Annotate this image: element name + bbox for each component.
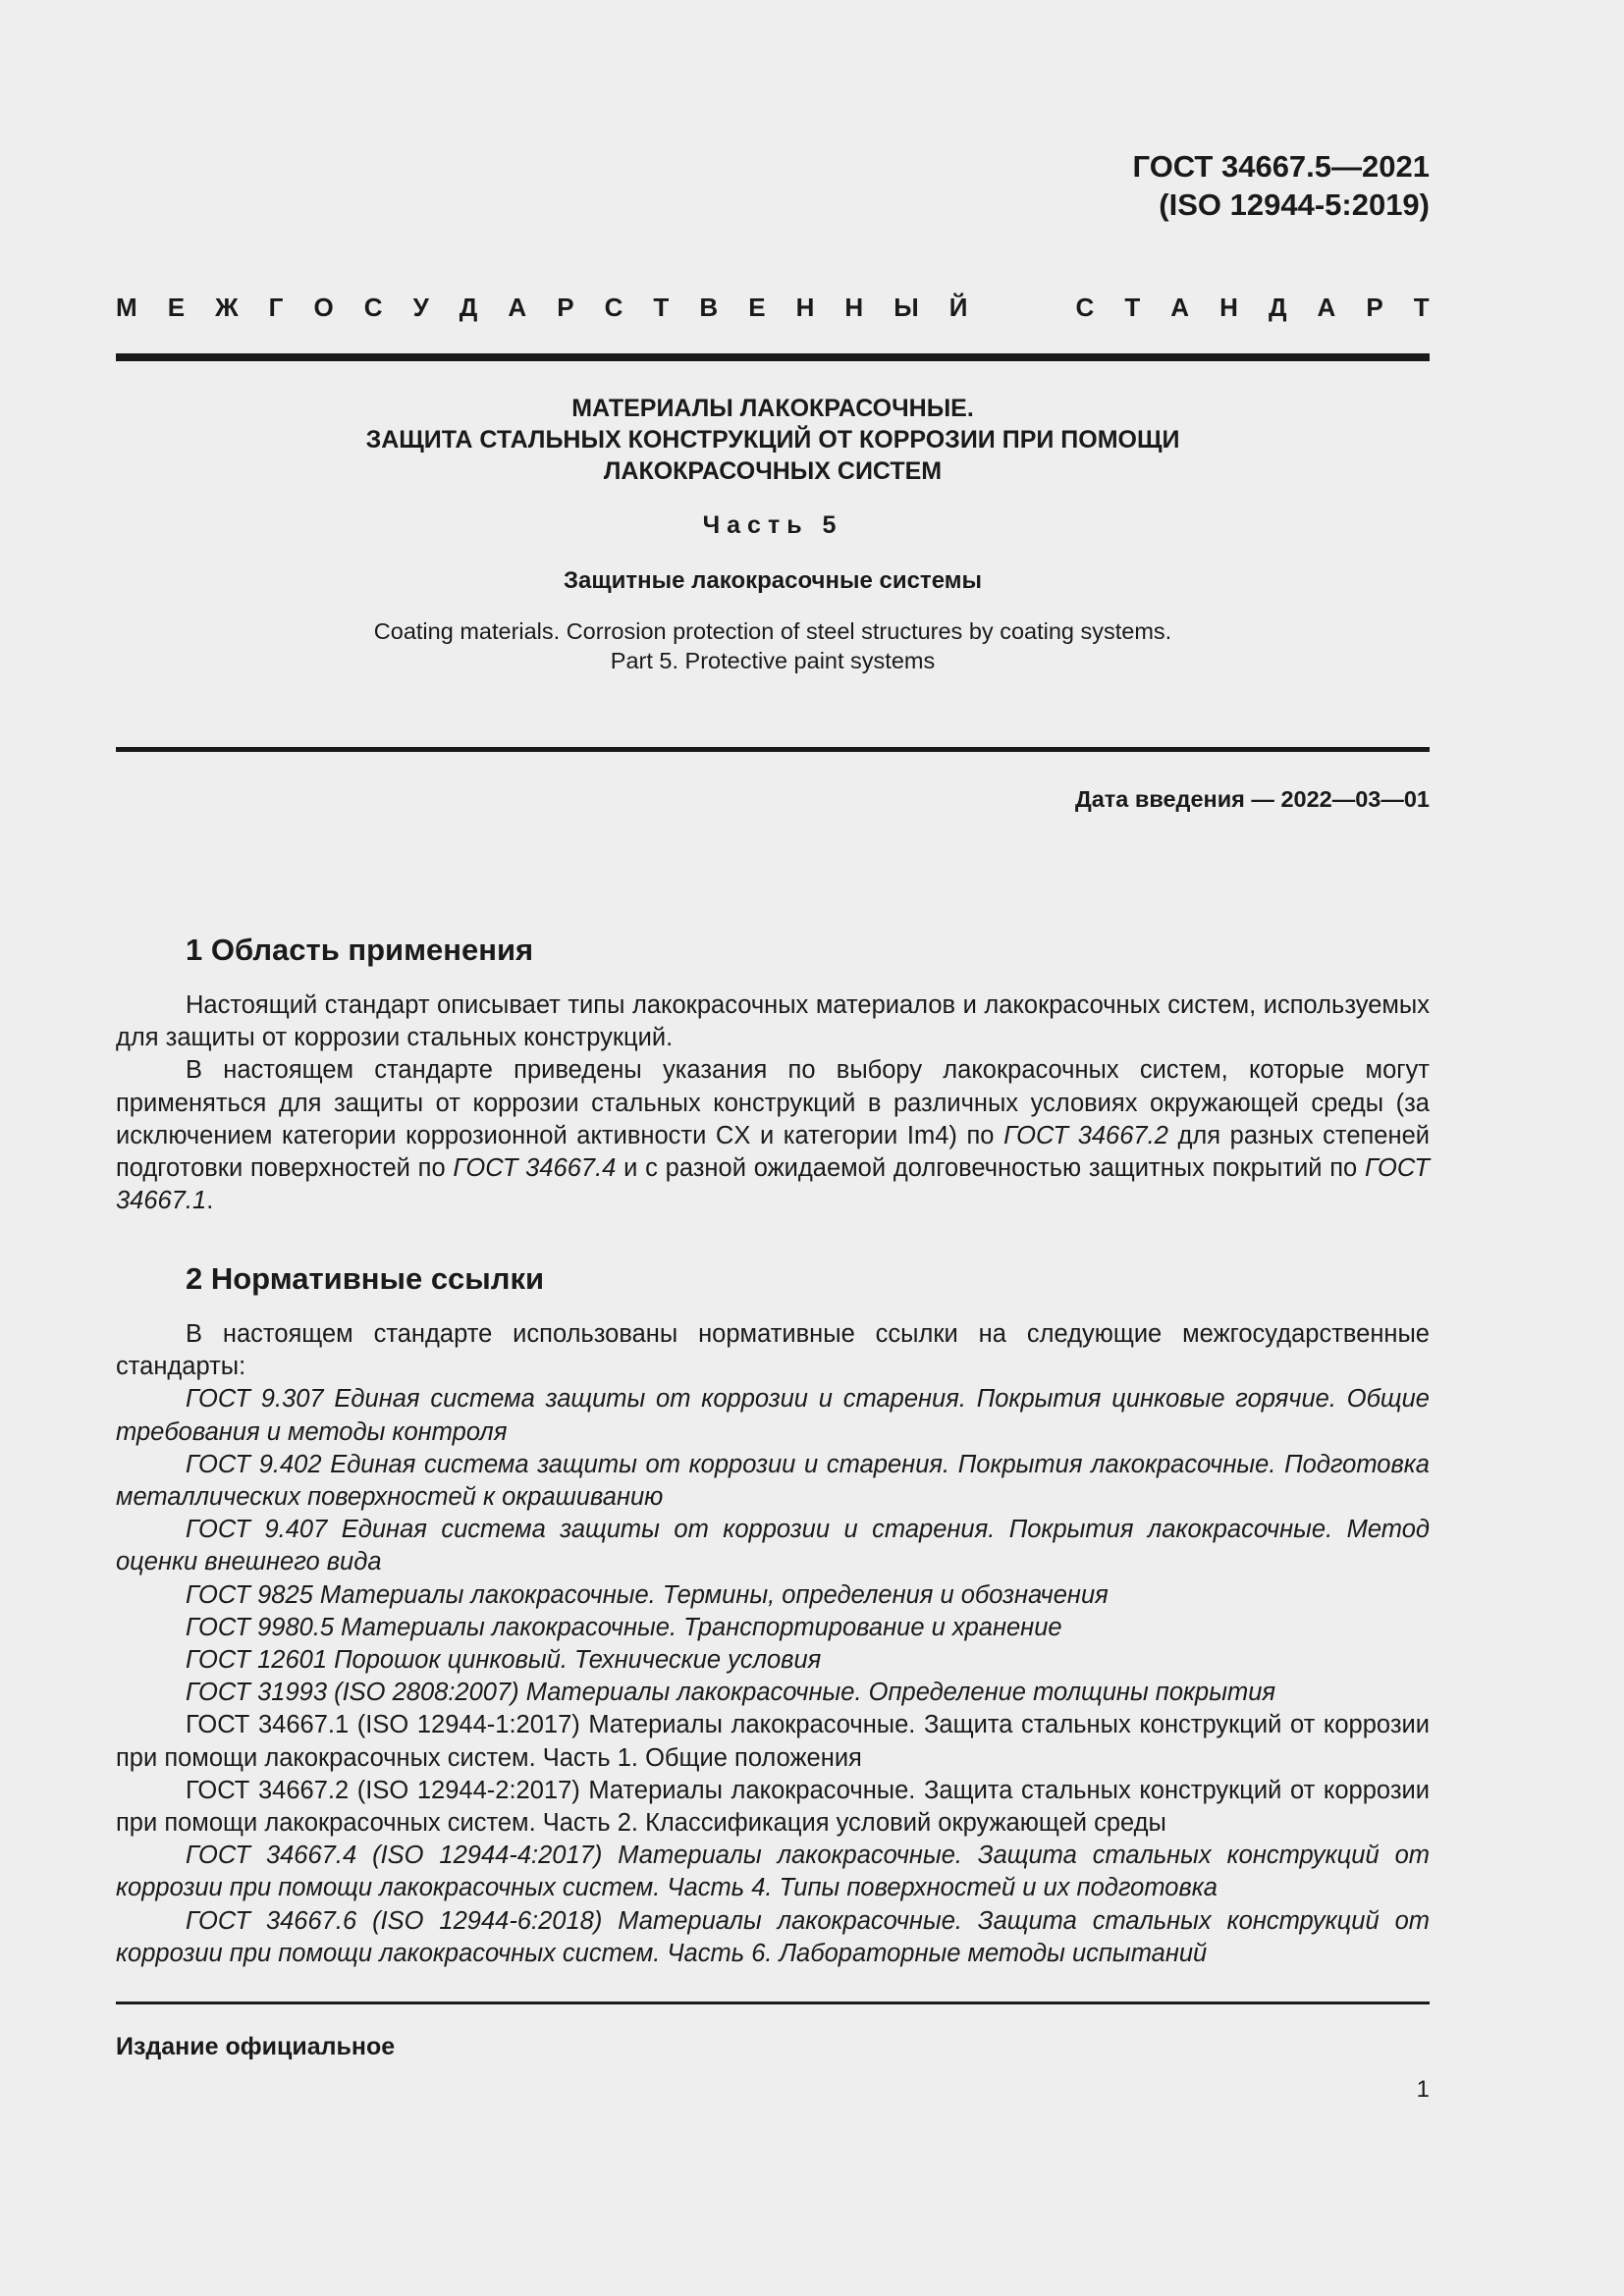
page-number: 1 — [1416, 2076, 1430, 2103]
banner-letter: А — [1170, 293, 1190, 322]
banner-letter: Г — [268, 293, 284, 322]
reference-item: ГОСТ 34667.6 (ISO 12944-6:2018) Материалы лакокрасочные. Защита стальных конструкций от коррозии при помощи лакокрасочных систем. Часть 6. Лабораторные методы испытаний — [116, 1906, 1430, 1967]
banner-letter: С — [363, 293, 383, 322]
reference-link: ГОСТ 34667.4 — [453, 1154, 617, 1183]
banner-letter: Р — [1366, 293, 1383, 322]
banner-letter: Т — [1124, 293, 1141, 322]
title-line-2: ЗАЩИТА СТАЛЬНЫХ КОНСТРУКЦИЙ ОТ КОРРОЗИИ ПРИ ПОМОЩИ — [365, 426, 1180, 454]
reference-item: ГОСТ 9980.5 Материалы лакокрасочные. Транспортирование и хранение — [186, 1613, 1062, 1641]
section-normative-references — [116, 1259, 1430, 1970]
footer-divider — [116, 2002, 1430, 2004]
document-page — [116, 0, 1430, 2296]
english-title — [116, 616, 1430, 675]
reference-item: ГОСТ 9.407 Единая система защиты от коррозии и старения. Покрытия лакокрасочные. Метод оценки внешнего вида — [116, 1516, 1430, 1576]
banner-letter: С — [1075, 293, 1095, 322]
banner-letter: Т — [1413, 293, 1430, 322]
part-subtitle: Защитные лакокрасочные системы — [564, 567, 982, 594]
banner-letter: А — [1317, 293, 1336, 322]
banner-letter: Р — [557, 293, 574, 322]
reference-item: ГОСТ 31993 (ISO 2808:2007) Материалы лакокрасочные. Определение толщины покрытия — [186, 1679, 1276, 1707]
english-title-line-2: Part 5. Protective paint systems — [610, 648, 936, 673]
banner-letter: Е — [167, 293, 186, 322]
section-scope — [116, 931, 1430, 1217]
standard-designation — [1133, 147, 1430, 224]
reference-item: ГОСТ 34667.2 (ISO 12944-2:2017) Материалы лакокрасочные. Защита стальных конструкций от коррозии при помощи лакокрасочных систем. Часть 2. Классификация условий окружающей среды — [116, 1776, 1430, 1838]
banner-letter: Ж — [215, 293, 239, 322]
references-intro: В настоящем стандарте использованы нормативные ссылки на следующие межгосударственные стандарты: — [116, 1320, 1430, 1381]
introduction-date: Дата введения — 2022—03—01 — [1074, 786, 1430, 812]
reference-item: ГОСТ 9.402 Единая система защиты от коррозии и старения. Покрытия лакокрасочные. Подготовка металлических поверхностей к окрашиванию — [116, 1450, 1430, 1512]
banner-letter: М — [116, 293, 137, 322]
english-title-line-1: Coating materials. Corrosion protection of steel structures by coating systems. — [373, 618, 1172, 644]
banner-letter: У — [412, 293, 429, 322]
reference-item: ГОСТ 9.307 Единая система защиты от коррозии и старения. Покрытия цинковые горячие. Общие требования и методы контроля — [116, 1385, 1430, 1446]
title-line-3: ЛАКОКРАСОЧНЫХ СИСТЕМ — [603, 457, 943, 485]
banner-letter: Д — [1268, 293, 1287, 322]
gost-number: ГОСТ 34667.5—2021 — [1132, 149, 1430, 184]
reference-item: ГОСТ 34667.1 (ISO 12944-1:2017) Материалы лакокрасочные. Защита стальных конструкций от коррозии при помощи лакокрасочных систем. Часть 1. Общие положения — [116, 1711, 1430, 1772]
banner-letter: А — [508, 293, 527, 322]
iso-number: (ISO 12944-5:2019) — [1159, 187, 1430, 222]
scope-paragraph-1: Настоящий стандарт описывает типы лакокрасочных материалов и лакокрасочных систем, используемых для защиты от коррозии стальных конструкций. — [116, 991, 1430, 1052]
interstate-standard-banner — [116, 290, 1430, 325]
reference-link: ГОСТ 34667.2 — [1003, 1121, 1168, 1149]
banner-word-gap — [998, 290, 1045, 325]
banner-letter: Н — [1219, 293, 1238, 322]
title-divider — [116, 747, 1430, 752]
reference-link: ГОСТ 34667.1 — [116, 1154, 1430, 1215]
banner-letter: Н — [844, 293, 864, 322]
reference-item: ГОСТ 34667.4 (ISO 12944-4:2017) Материалы лакокрасочные. Защита стальных конструкций от коррозии при помощи лакокрасочных систем. Часть 4. Типы поверхностей и их подготовка — [116, 1842, 1430, 1902]
banner-letter: С — [604, 293, 623, 322]
header-divider — [116, 353, 1430, 361]
banner-letter: О — [313, 293, 334, 322]
title-line-1: МАТЕРИАЛЫ ЛАКОКРАСОЧНЫЕ. — [571, 395, 974, 422]
banner-letter: Й — [948, 293, 968, 322]
scope-paragraph-2: В настоящем стандарте приведены указания по выбору лакокрасочных систем, которые могут применяться для защиты от коррозии стальных конструкций в различных условиях окружающей среды (за исключением категории коррозионной активности CX и категории Im4) по ГОСТ 34667.2 для разных степеней подготовки поверхностей по ГОСТ 34667.4 и с разной ожидаемой долговечностью защитных покрытий по ГОСТ 34667.1. — [116, 1056, 1430, 1215]
part-number: Часть 5 — [702, 511, 843, 539]
banner-letter: Т — [653, 293, 670, 322]
banner-letter: Д — [459, 293, 478, 322]
section-heading: 1 Область применения — [186, 933, 534, 967]
reference-item: ГОСТ 12601 Порошок цинковый. Технические условия — [186, 1646, 822, 1675]
banner-letter: В — [699, 293, 719, 322]
banner-letter: Н — [795, 293, 815, 322]
reference-item: ГОСТ 9825 Материалы лакокрасочные. Термины, определения и обозначения — [186, 1580, 1109, 1609]
official-edition-label: Издание официальное — [116, 2033, 396, 2060]
section-heading: 2 Нормативные ссылки — [186, 1261, 545, 1296]
banner-letter: Е — [748, 293, 766, 322]
banner-letter: Ы — [893, 293, 919, 322]
title-block — [116, 393, 1430, 675]
